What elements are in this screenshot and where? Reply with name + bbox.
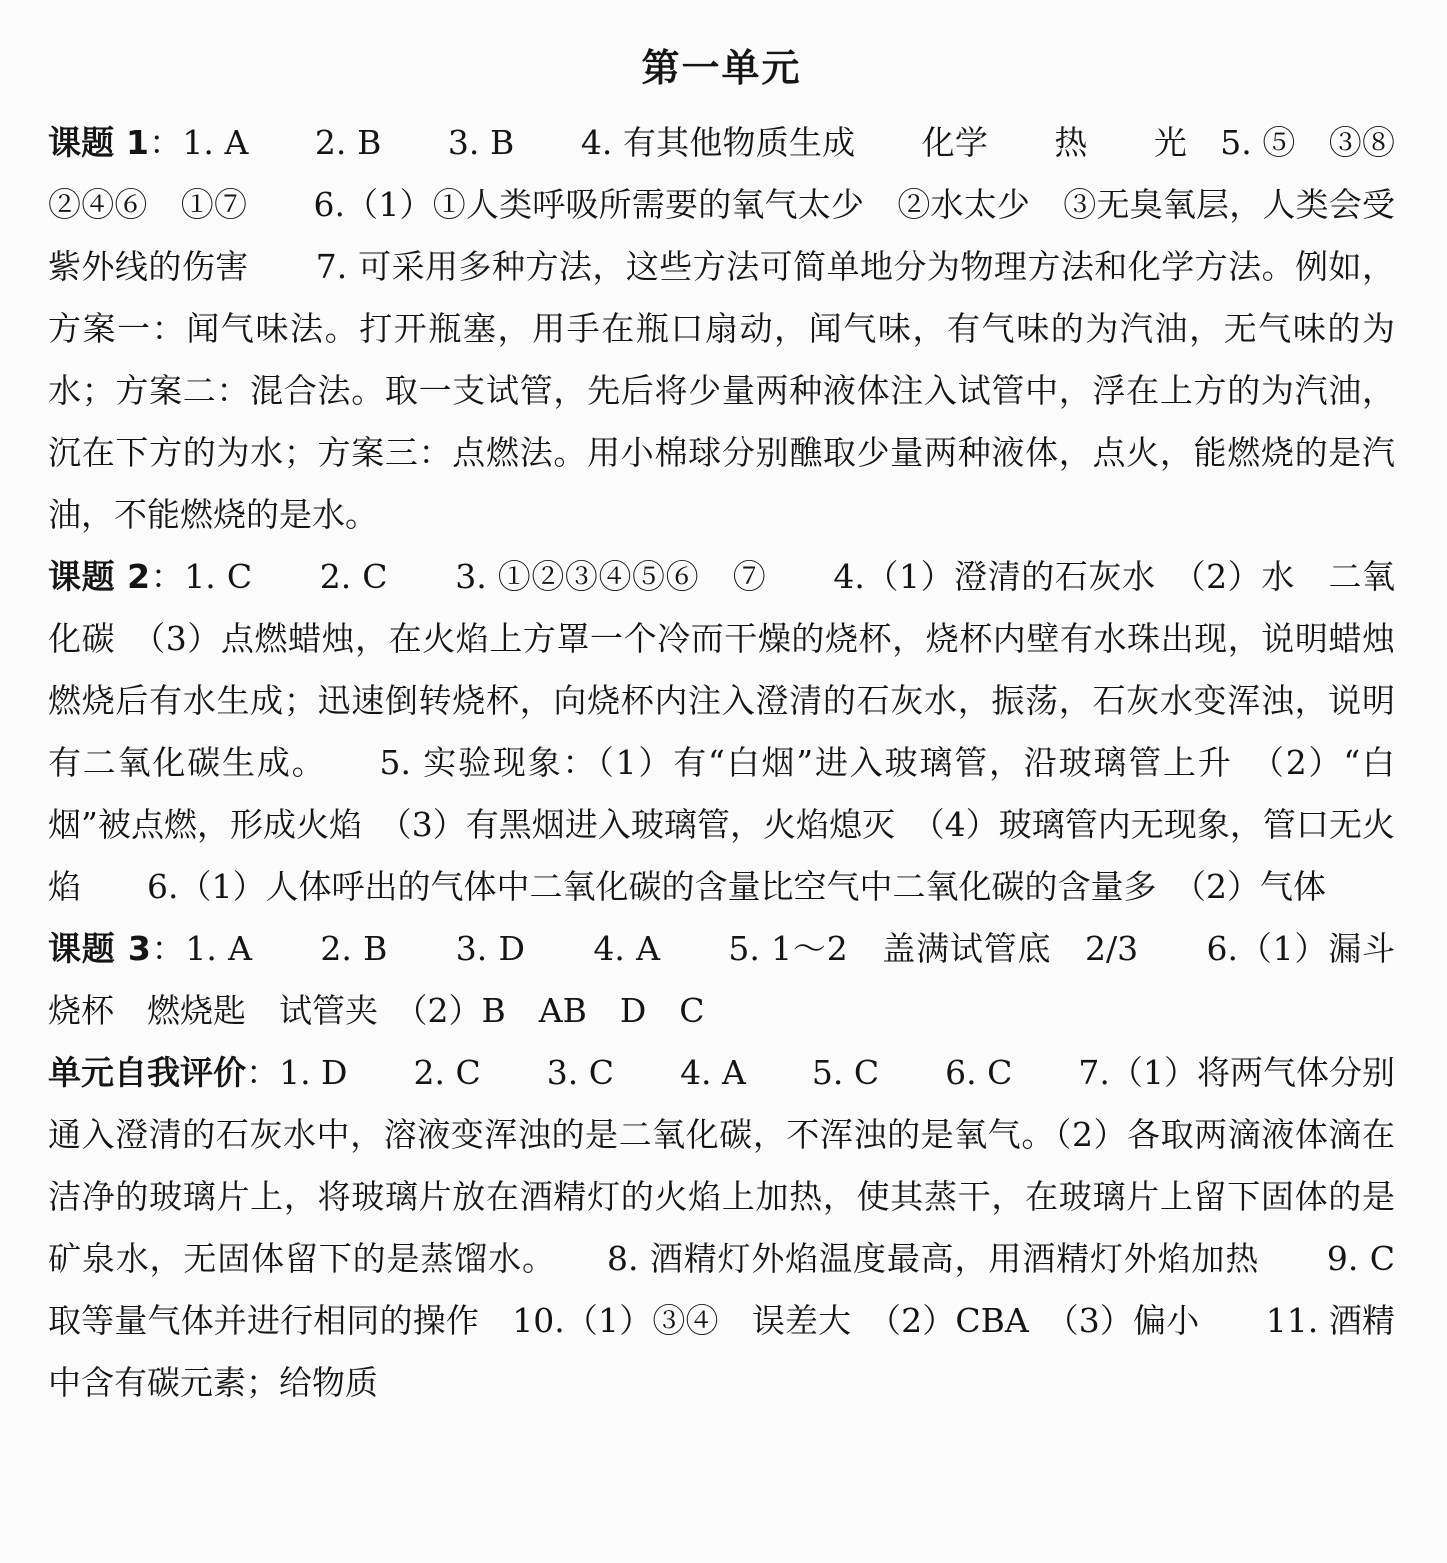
lesson-3-answers <box>48 918 1428 1042</box>
section-lesson-2 <box>48 546 1395 918</box>
unit-self-evaluation-answers <box>48 1042 1428 1414</box>
lesson-1-text: ：1. A 2. B 3. B 4. 有其他物质生成 化学 热 光 5. ⑤ ③⑧ ②④⑥ ①⑦ 6.（1）①人类呼吸所需要的氧气太少 ②水太少 ③无臭氧层，人类会受紫外线的伤害 7. 可采用多种方法，这些方法可简单地分为物理方法和化学方法。例如，方案一：闻气味法。打开瓶塞，用手在瓶口扇动，闻气味，有气味的为汽油，无气味的为水；方案二：混合法。取一支试管，先后将少量两种液体注入试管中，浮在上方的为汽油，沉在下方的为水；方案三：点燃法。用小棉球分别醮取少量两种液体，点火，能燃烧的是汽油，不能燃烧的是水。 <box>48 123 1428 534</box>
page-title: 第一单元 <box>641 46 802 90</box>
lesson-2-label: 课题 2 <box>48 557 151 596</box>
unit-self-evaluation-label: 单元自我评价 <box>48 1053 247 1092</box>
lesson-2-text: ：1. C 2. C 3. ①②③④⑤⑥ ⑦ 4.（1）澄清的石灰水 （2）水 二氧化碳 （3）点燃蜡烛，在火焰上方罩一个冷而干燥的烧杯，烧杯内壁有水珠出现，说明蜡烛燃烧后有水生成；迅速倒转烧杯，向烧杯内注入澄清的石灰水，振荡，石灰水变浑浊，说明有二氧化碳生成。 5. 实验现象：（1）有“白烟”进入玻璃管，沿玻璃管上升 （2）“白烟”被点燃，形成火焰 （3）有黑烟进入玻璃管，火焰熄灭 （4）玻璃管内无现象，管口无火焰 6.（1）人体呼出的气体中二氧化碳的含量比空气中二氧化碳的含量多 （2）气体 <box>48 557 1396 906</box>
section-lesson-1 <box>48 112 1428 546</box>
lesson-2-answers <box>48 546 1395 918</box>
section-lesson-3 <box>48 918 1428 1042</box>
lesson-1-answers <box>48 112 1428 546</box>
section-unit-self-evaluation <box>48 1042 1428 1414</box>
lesson-3-text: ：1. A 2. B 3. D 4. A 5. 1～2 盖满试管底 2/3 6.（1）漏斗 烧杯 燃烧匙 试管夹 （2）B AB D C <box>48 929 1428 1030</box>
unit-self-evaluation-text: ：1. D 2. C 3. C 4. A 5. C 6. C 7.（1）将两气体分别通入澄清的石灰水中，溶液变浑浊的是二氧化碳，不浑浊的是氧气。（2）各取两滴液体滴在洁净的玻璃片上，将玻璃片放在酒精灯的火焰上加热，使其蒸干，在玻璃片上留下固体的是矿泉水，无固体留下的是蒸馏水。 8. 酒精灯外焰温度最高，用酒精灯外焰加热 9. C 取等量气体并进行相同的操作 10.（1）③④ 误差大 （2）CBA （3）偏小 11. 酒精中含有碳元素；给物质 <box>48 1053 1428 1402</box>
lesson-3-label: 课题 3 <box>48 929 151 968</box>
lesson-1-label: 课题 1 <box>48 123 149 162</box>
